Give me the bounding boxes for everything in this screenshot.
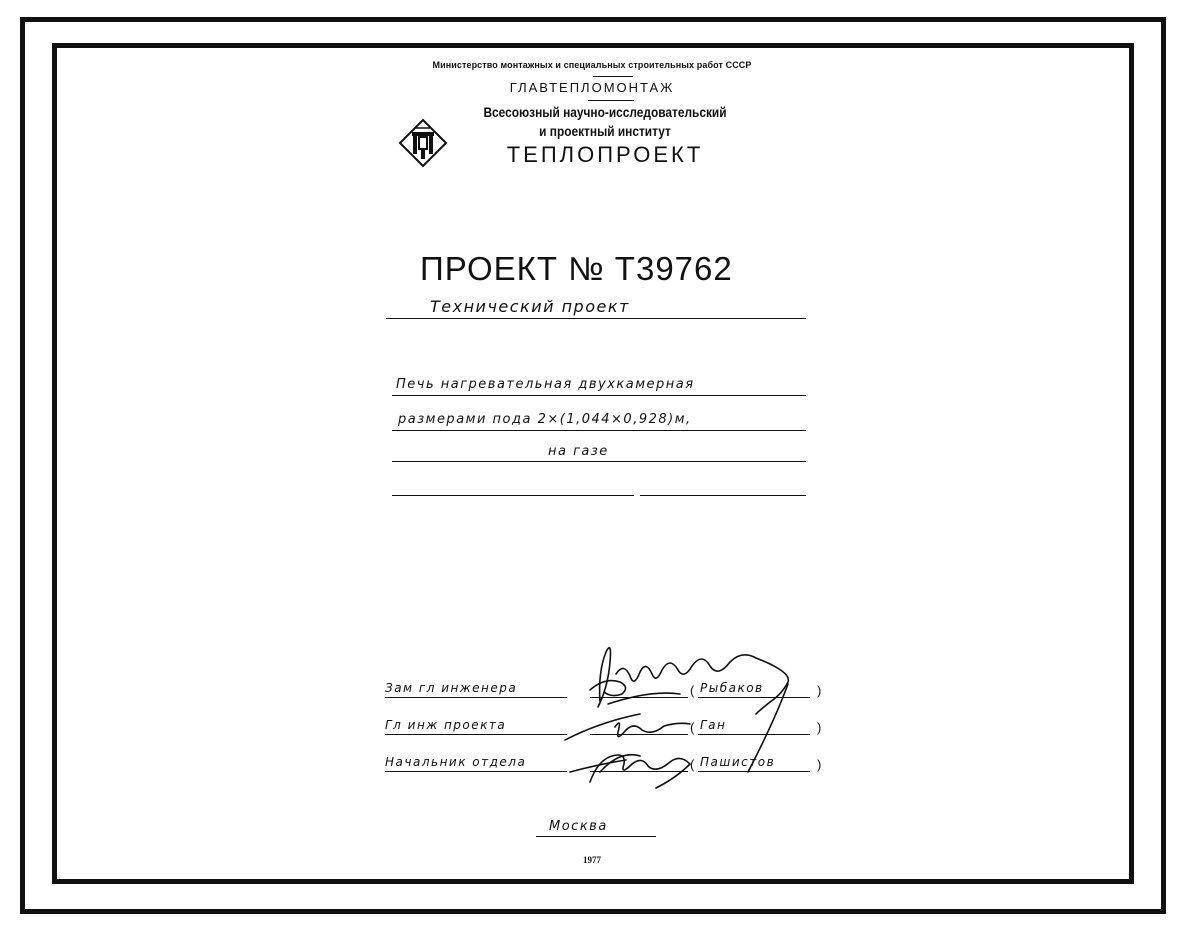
footer-year: 1977 <box>583 855 601 865</box>
project-stage: Технический проект <box>430 297 630 316</box>
description-rule-4a <box>392 495 634 496</box>
paren-close-3: ) <box>817 757 822 772</box>
handwritten-signatures <box>560 632 810 802</box>
signature-name-3: Пашистов <box>700 755 776 769</box>
description-rule-3 <box>392 461 806 462</box>
signature-name-1: Рыбаков <box>700 681 764 695</box>
signature-role-3: Начальник отдела <box>385 755 527 769</box>
paren-open-1: ( <box>690 683 695 698</box>
signature-role-1-rule <box>385 697 567 698</box>
project-number: ПРОЕКТ № Т39762 <box>420 250 733 287</box>
description-rule-4b <box>640 495 806 496</box>
paren-open-2: ( <box>690 720 695 735</box>
description-rule-1 <box>392 395 806 396</box>
description-line-1: Печь нагревательная двухкамерная <box>396 377 695 392</box>
signature-name-2: Ган <box>700 718 727 732</box>
footer-city: Москва <box>549 819 608 834</box>
glavk-name: ГЛАВТЕПЛОМОНТАЖ <box>509 80 675 95</box>
paren-close-2: ) <box>817 720 822 735</box>
ministry-underline <box>593 76 633 77</box>
stage-underline <box>386 318 806 319</box>
teploproekt-logo-icon <box>398 118 448 168</box>
description-line-3: на газе <box>548 444 609 459</box>
signature-role-2-rule <box>385 734 567 735</box>
signature-role-3-rule <box>385 771 567 772</box>
institute-line-2: и проектный институт <box>539 123 671 139</box>
paren-close-1: ) <box>817 683 822 698</box>
glavk-underline <box>588 100 634 101</box>
description-rule-2 <box>392 430 806 431</box>
ministry-line: Министерство монтажных и специальных строительных работ СССР <box>432 60 752 70</box>
signature-role-2: Гл инж проекта <box>385 718 507 732</box>
signature-role-1: Зам гл инженера <box>385 681 518 695</box>
institute-name: ТЕПЛОПРОЕКТ <box>506 142 704 167</box>
paren-open-3: ( <box>690 757 695 772</box>
institute-line-1: Всесоюзный научно-исследовательский <box>483 104 727 120</box>
city-underline <box>536 836 656 837</box>
description-line-2: размерами пода 2×(1,044×0,928)м, <box>398 412 692 427</box>
